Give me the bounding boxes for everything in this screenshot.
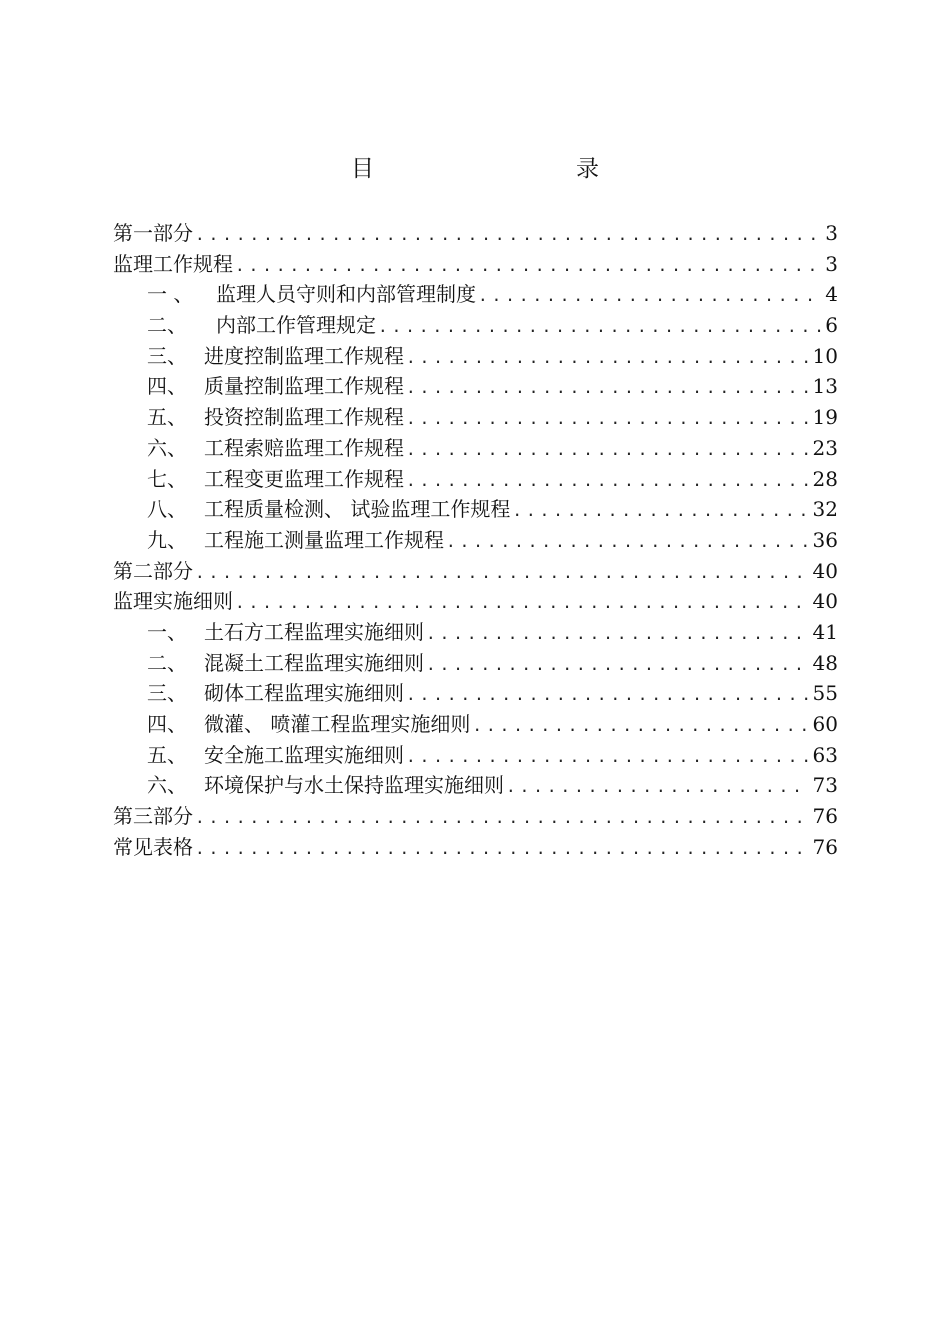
toc-entry-number: 一 、 xyxy=(147,282,194,307)
toc-entry-label: 工程索赔监理工作规程 xyxy=(204,435,404,460)
toc-entry[interactable] xyxy=(113,249,838,280)
dot-leader xyxy=(478,281,821,312)
toc-entry-number: 五、 xyxy=(147,742,187,767)
toc-entry[interactable] xyxy=(113,310,838,341)
toc-entry-label: 安全施工监理实施细则 xyxy=(204,742,404,767)
table-of-contents xyxy=(113,218,838,862)
toc-entry-page: 73 xyxy=(812,773,838,798)
toc-entry[interactable] xyxy=(113,341,838,372)
toc-entry-number: 七、 xyxy=(147,466,187,491)
toc-entry[interactable] xyxy=(113,464,838,495)
dot-leader xyxy=(195,558,809,589)
toc-entry-label: 第二部分 xyxy=(113,558,193,583)
toc-entry-page: 55 xyxy=(812,681,838,706)
toc-entry-number: 三、 xyxy=(147,681,187,706)
toc-entry-page: 48 xyxy=(812,650,838,675)
toc-entry[interactable] xyxy=(113,402,838,433)
toc-entry-label: 环境保护与水土保持监理实施细则 xyxy=(204,773,504,798)
toc-entry-label: 投资控制监理工作规程 xyxy=(204,405,404,430)
toc-entry-label: 混凝土工程监理实施细则 xyxy=(204,650,424,675)
toc-entry-page: 10 xyxy=(812,343,838,368)
dot-leader xyxy=(506,772,809,803)
toc-entry-page: 32 xyxy=(812,497,838,522)
toc-entry-page: 13 xyxy=(812,374,838,399)
toc-entry[interactable] xyxy=(113,617,838,648)
dot-leader xyxy=(426,619,809,650)
toc-entry[interactable] xyxy=(113,433,838,464)
toc-entry-number: 六、 xyxy=(147,435,187,460)
toc-entry-number: 二、 xyxy=(147,650,187,675)
toc-entry-page: 41 xyxy=(812,619,838,644)
toc-entry-label: 第三部分 xyxy=(113,804,193,829)
dot-leader xyxy=(406,343,809,374)
toc-entry[interactable] xyxy=(113,586,838,617)
toc-entry-number: 三、 xyxy=(147,343,187,368)
toc-entry[interactable] xyxy=(113,218,838,249)
toc-entry-label: 质量控制监理工作规程 xyxy=(204,374,404,399)
dot-leader xyxy=(235,588,809,619)
toc-entry-label: 微灌、 喷灌工程监理实施细则 xyxy=(204,712,471,736)
toc-entry[interactable] xyxy=(113,770,838,801)
toc-entry[interactable] xyxy=(113,709,838,740)
dot-leader xyxy=(406,404,809,435)
toc-entry-page: 6 xyxy=(825,313,838,338)
toc-entry-page: 28 xyxy=(812,466,838,491)
toc-entry-page: 76 xyxy=(812,804,838,829)
toc-entry-label: 进度控制监理工作规程 xyxy=(204,343,404,368)
toc-entry[interactable] xyxy=(113,494,838,525)
toc-entry-label: 工程质量检测、 试验监理工作规程 xyxy=(204,497,511,522)
toc-entry-number: 一、 xyxy=(147,619,187,644)
toc-entry-label: 监理实施细则 xyxy=(113,589,233,614)
toc-entry-number: 五、 xyxy=(147,405,187,430)
dot-leader xyxy=(512,496,808,527)
toc-entry-label: 第一部分 xyxy=(113,221,193,245)
dot-leader xyxy=(406,680,809,711)
toc-entry-page: 4 xyxy=(825,282,838,307)
toc-entry-label: 常见表格 xyxy=(113,834,193,859)
toc-entry-page: 60 xyxy=(812,712,838,736)
dot-leader xyxy=(406,373,809,404)
toc-entry-page: 36 xyxy=(812,527,838,552)
toc-entry[interactable] xyxy=(113,740,838,771)
dot-leader xyxy=(195,220,821,251)
toc-entry-number: 九、 xyxy=(147,527,187,552)
dot-leader xyxy=(195,834,809,865)
toc-title: 目 录 xyxy=(351,156,651,182)
toc-entry-number: 二、 xyxy=(147,313,187,338)
toc-entry-label: 监理工作规程 xyxy=(113,251,233,276)
toc-entry[interactable] xyxy=(113,556,838,587)
toc-entry-page: 40 xyxy=(812,589,838,614)
toc-entry-label: 土石方工程监理实施细则 xyxy=(204,619,424,644)
dot-leader xyxy=(235,251,821,282)
dot-leader xyxy=(472,711,808,742)
dot-leader xyxy=(406,435,809,466)
toc-entry-page: 63 xyxy=(812,742,838,767)
dot-leader xyxy=(378,312,821,343)
toc-entry-page: 3 xyxy=(825,251,838,276)
toc-entry-page: 3 xyxy=(825,221,838,245)
toc-entry[interactable] xyxy=(113,371,838,402)
toc-entry-label: 监理人员守则和内部管理制度 xyxy=(216,282,476,307)
toc-entry-page: 19 xyxy=(812,405,838,430)
toc-entry[interactable] xyxy=(113,279,838,310)
toc-entry[interactable] xyxy=(113,648,838,679)
dot-leader xyxy=(195,803,809,834)
toc-entry-number: 八、 xyxy=(147,497,187,522)
toc-entry[interactable] xyxy=(113,832,838,863)
dot-leader xyxy=(446,527,809,558)
toc-entry-number: 四、 xyxy=(147,712,187,736)
toc-entry-label: 工程施工测量监理工作规程 xyxy=(204,527,444,552)
toc-entry[interactable] xyxy=(113,525,838,556)
toc-entry-label: 砌体工程监理实施细则 xyxy=(204,681,404,706)
toc-entry-label: 工程变更监理工作规程 xyxy=(204,466,404,491)
dot-leader xyxy=(406,742,809,773)
toc-entry[interactable] xyxy=(113,801,838,832)
toc-entry-number: 四、 xyxy=(147,374,187,399)
dot-leader xyxy=(426,650,809,681)
toc-entry-page: 40 xyxy=(812,558,838,583)
dot-leader xyxy=(406,466,809,497)
toc-entry[interactable] xyxy=(113,678,838,709)
toc-entry-page: 23 xyxy=(812,435,838,460)
toc-entry-page: 76 xyxy=(812,834,838,859)
toc-entry-label: 内部工作管理规定 xyxy=(216,313,376,338)
toc-entry-number: 六、 xyxy=(147,773,187,798)
